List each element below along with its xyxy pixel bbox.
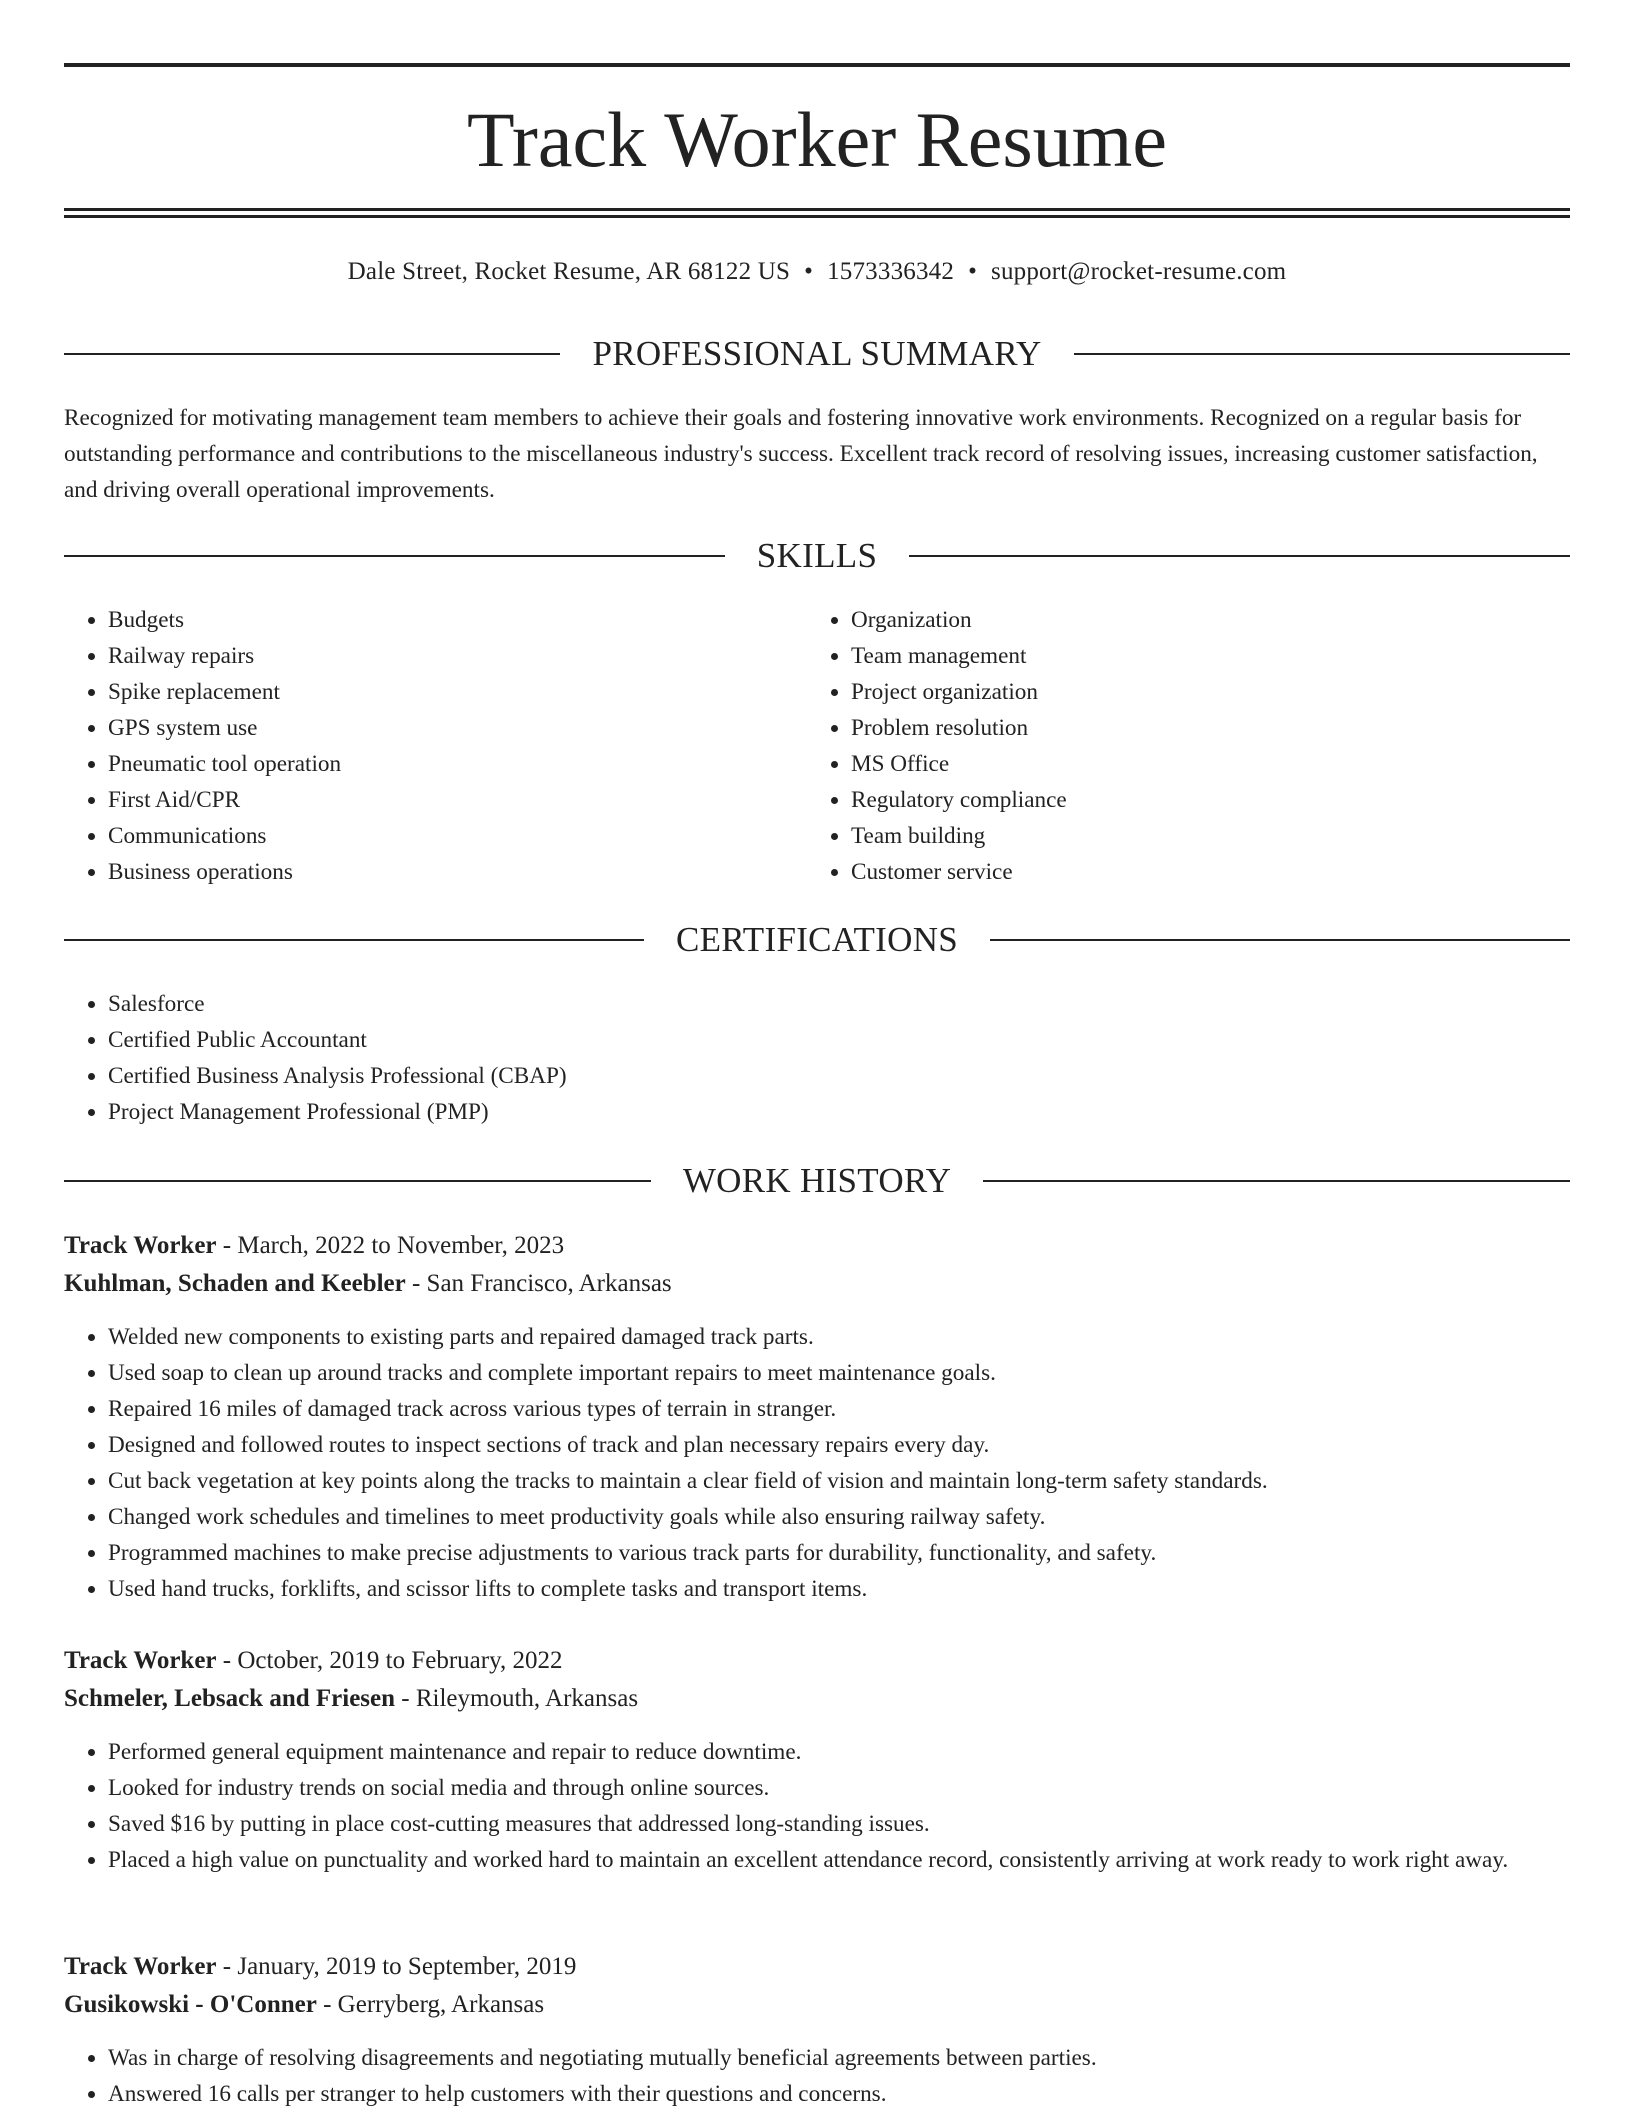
summary-text: Recognized for motivating management team members to achieve their goals and fostering innovative work environments. Recognized on a regular basis for outstanding performance and contributions to the miscellaneous industry's success. Excellent track record of resolving issues, increasing customer satisfaction, and driving overall operational improvements. xyxy=(64,405,1538,503)
contact-line xyxy=(64,254,1570,290)
skill-item: • Project organization xyxy=(851,674,1507,710)
job-bullet: • Welded new components to existing parts and repaired damaged track parts. xyxy=(108,1319,1570,1355)
job-title-line xyxy=(64,1948,1570,1986)
skill-item: • Team management xyxy=(851,638,1507,674)
job-role: Track Worker xyxy=(64,1232,217,1259)
section-rule xyxy=(990,939,1570,941)
job-bullet: • Used soap to clean up around tracks and complete important repairs to meet maintenance goals. xyxy=(108,1355,1570,1391)
skill-item: • Pneumatic tool operation xyxy=(108,746,764,782)
contact-phone: 1573336342 xyxy=(827,258,955,285)
section-title: WORK HISTORY xyxy=(682,1161,952,1200)
contact-email: support@rocket-resume.com xyxy=(991,258,1287,285)
job-bullet: • Designed and followed routes to inspect sections of track and plan necessary repairs every day. xyxy=(108,1427,1570,1463)
certifications-block xyxy=(64,986,1570,1130)
resume-title: Track Worker Resume xyxy=(467,96,1167,183)
job-role: Track Worker xyxy=(64,1953,217,1980)
job-location: - Gerryberg, Arkansas xyxy=(316,1991,545,2018)
job-bullet: • Used hand trucks, forklifts, and scissor lifts to complete tasks and transport items. xyxy=(108,1571,1570,1607)
section-rule xyxy=(64,353,560,355)
section-rule xyxy=(64,1180,651,1182)
skills-column-left xyxy=(64,602,764,890)
section-header-work-history xyxy=(64,1161,1570,1201)
certification-item: • Certified Business Analysis Professional (CBAP) xyxy=(108,1058,1570,1094)
job-bullet: • Was in charge of resolving disagreements and negotiating mutually beneficial agreements between parties. xyxy=(108,2040,1570,2076)
skill-item: • Budgets xyxy=(108,602,764,638)
contact-separator: • xyxy=(804,258,814,285)
job-bullet: • Saved $16 by putting in place cost-cutting measures that addressed long-standing issues. xyxy=(108,1806,1570,1842)
job-entry xyxy=(64,1227,1570,1607)
job-bullet: • Repaired 16 miles of damaged track across various types of terrain in stranger. xyxy=(108,1391,1570,1427)
job-company: Gusikowski - O'Conner xyxy=(64,1991,317,2018)
skill-item: • Team building xyxy=(851,818,1507,854)
skills-column-right xyxy=(807,602,1507,890)
job-role: Track Worker xyxy=(64,1647,217,1674)
contact-address: Dale Street, Rocket Resume, AR 68122 US xyxy=(347,258,791,285)
job-company-line xyxy=(64,1986,1570,2024)
certification-item: • Project Management Professional (PMP) xyxy=(108,1094,1570,1130)
job-title-line xyxy=(64,1642,1570,1680)
job-dates: - March, 2022 to November, 2023 xyxy=(216,1232,565,1259)
job-location: - Rileymouth, Arkansas xyxy=(395,1685,639,1712)
section-title: PROFESSIONAL SUMMARY xyxy=(592,334,1042,373)
section-header-summary xyxy=(64,334,1570,374)
skill-item: • Organization xyxy=(851,602,1507,638)
job-bullet: • Cut back vegetation at key points along the tracks to maintain a clear field of vision and maintain long-term safety standards. xyxy=(108,1463,1570,1499)
section-header-certifications xyxy=(64,920,1570,960)
job-bullets xyxy=(64,1734,1570,1878)
job-location: - San Francisco, Arkansas xyxy=(405,1270,672,1297)
header-double-rule xyxy=(64,208,1570,218)
certifications-list xyxy=(64,986,1570,1130)
job-title-line xyxy=(64,1227,1570,1265)
section-rule xyxy=(64,555,725,557)
skill-item: • Spike replacement xyxy=(108,674,764,710)
header-top-rule xyxy=(64,63,1570,67)
job-company-line xyxy=(64,1265,1570,1303)
job-bullet: • Programmed machines to make precise adjustments to various track parts for durability, functionality, and safety. xyxy=(108,1535,1570,1571)
skills-list xyxy=(807,602,1507,890)
job-dates: - January, 2019 to September, 2019 xyxy=(216,1953,577,1980)
job-bullet: • Answered 16 calls per stranger to help customers with their questions and concerns. xyxy=(108,2076,1570,2112)
skills-list xyxy=(64,602,764,890)
job-entry xyxy=(64,1642,1570,1878)
section-header-skills xyxy=(64,536,1570,576)
job-entry xyxy=(64,1948,1570,2112)
section-title: CERTIFICATIONS xyxy=(675,920,959,959)
job-bullet: • Changed work schedules and timelines to meet productivity goals while also ensuring railway safety. xyxy=(108,1499,1570,1535)
skill-item: • GPS system use xyxy=(108,710,764,746)
job-company: Schmeler, Lebsack and Friesen xyxy=(64,1685,396,1712)
job-bullet: • Performed general equipment maintenance and repair to reduce downtime. xyxy=(108,1734,1570,1770)
job-company-line xyxy=(64,1680,1570,1718)
job-dates: - October, 2019 to February, 2022 xyxy=(216,1647,563,1674)
skill-item: • First Aid/CPR xyxy=(108,782,764,818)
skill-item: • MS Office xyxy=(851,746,1507,782)
skill-item: • Business operations xyxy=(108,854,764,890)
job-bullets xyxy=(64,1319,1570,1607)
job-bullet: • Placed a high value on punctuality and worked hard to maintain an excellent attendance record, consistently arriving at work ready to work right away. xyxy=(108,1842,1570,1878)
skill-item: • Communications xyxy=(108,818,764,854)
section-rule xyxy=(1074,353,1570,355)
job-bullet: • Looked for industry trends on social media and through online sources. xyxy=(108,1770,1570,1806)
certification-item: • Certified Public Accountant xyxy=(108,1022,1570,1058)
certification-item: • Salesforce xyxy=(108,986,1570,1022)
job-company: Kuhlman, Schaden and Keebler xyxy=(64,1270,406,1297)
section-rule xyxy=(983,1180,1570,1182)
section-rule xyxy=(909,555,1570,557)
section-title: SKILLS xyxy=(756,536,878,575)
skill-item: • Railway repairs xyxy=(108,638,764,674)
section-rule xyxy=(64,939,644,941)
skill-item: • Customer service xyxy=(851,854,1507,890)
job-bullets xyxy=(64,2040,1570,2112)
contact-separator: • xyxy=(968,258,978,285)
skill-item: • Regulatory compliance xyxy=(851,782,1507,818)
skill-item: • Problem resolution xyxy=(851,710,1507,746)
